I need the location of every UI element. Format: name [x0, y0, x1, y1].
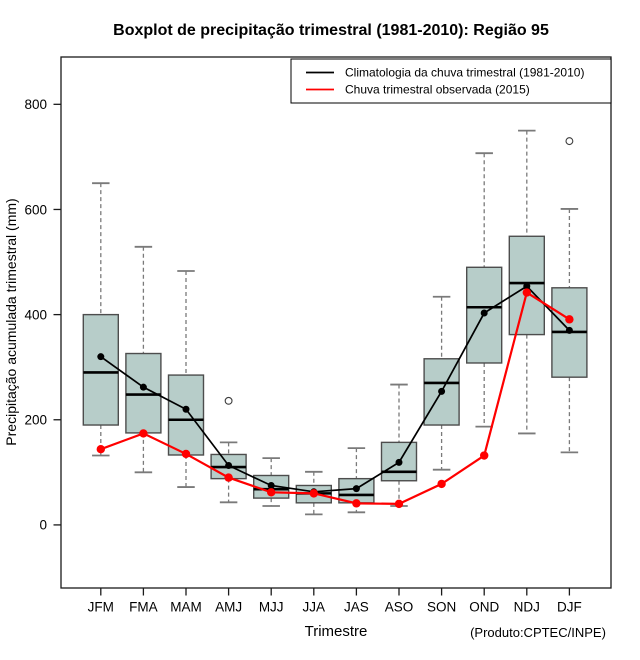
x-tick-label: MAM [170, 599, 202, 615]
series-point-climatologia-SON [438, 388, 445, 395]
series-point-observada-NDJ [523, 288, 531, 296]
whiskers-layer [92, 131, 578, 515]
legend-label-climatologia: Climatologia da chuva trimestral (1981-2010) [345, 65, 585, 80]
box-JFM [83, 315, 118, 425]
y-tick-label: 200 [24, 412, 47, 428]
x-tick-label: DJF [557, 599, 582, 615]
legend [291, 59, 611, 103]
series-point-observada-JAS [352, 499, 360, 507]
series-point-climatologia-JFM [97, 353, 104, 360]
y-tick-label: 400 [24, 307, 47, 323]
series-point-climatologia-DJF [566, 327, 573, 334]
source-note: (Produto:CPTEC/INPE) [470, 625, 606, 640]
x-tick-label: MJJ [258, 599, 284, 615]
series-point-climatologia-ASO [396, 459, 403, 466]
series-point-climatologia-FMA [140, 384, 147, 391]
y-tick-label: 600 [24, 202, 47, 218]
x-axis-title: Trimestre [304, 623, 368, 640]
series-point-climatologia-MAM [183, 406, 190, 413]
x-tick-label: NDJ [513, 599, 540, 615]
y-axis-title: Precipitação acumulada trimestral (mm) [3, 198, 19, 446]
series-point-observada-OND [480, 451, 488, 459]
series-point-observada-DJF [565, 315, 573, 323]
series-point-observada-JFM [97, 445, 105, 453]
y-tick-label: 0 [39, 517, 47, 533]
x-tick-label: AMJ [215, 599, 243, 615]
series-point-observada-MJJ [267, 488, 275, 496]
series-point-observada-FMA [139, 429, 147, 437]
outlier-AMJ [225, 397, 232, 404]
x-tick-label: SON [426, 599, 457, 615]
series-point-observada-JJA [310, 489, 318, 497]
x-tick-label: JJA [302, 599, 326, 615]
outlier-DJF [566, 138, 573, 145]
x-tick-label: JAS [344, 599, 369, 615]
series-point-observada-ASO [395, 500, 403, 508]
x-tick-label: OND [469, 599, 500, 615]
series-point-climatologia-AMJ [225, 462, 232, 469]
x-tick-label: JFM [87, 599, 114, 615]
box-MAM [169, 375, 204, 455]
series-point-observada-MAM [182, 450, 190, 458]
boxes-layer [83, 236, 587, 503]
y-tick-label: 800 [24, 97, 47, 113]
chart-title: Boxplot de precipitação trimestral (1981-2010): Região 95 [113, 22, 549, 39]
series-point-climatologia-OND [481, 310, 488, 317]
x-tick-label: ASO [384, 599, 414, 615]
legend-label-observada: Chuva trimestral observada (2015) [345, 82, 530, 97]
series-point-climatologia-MJJ [268, 482, 275, 489]
series-point-climatologia-JAS [353, 485, 360, 492]
series-point-observada-AMJ [224, 473, 232, 481]
x-tick-label: FMA [129, 599, 158, 615]
series-point-observada-SON [437, 480, 445, 488]
